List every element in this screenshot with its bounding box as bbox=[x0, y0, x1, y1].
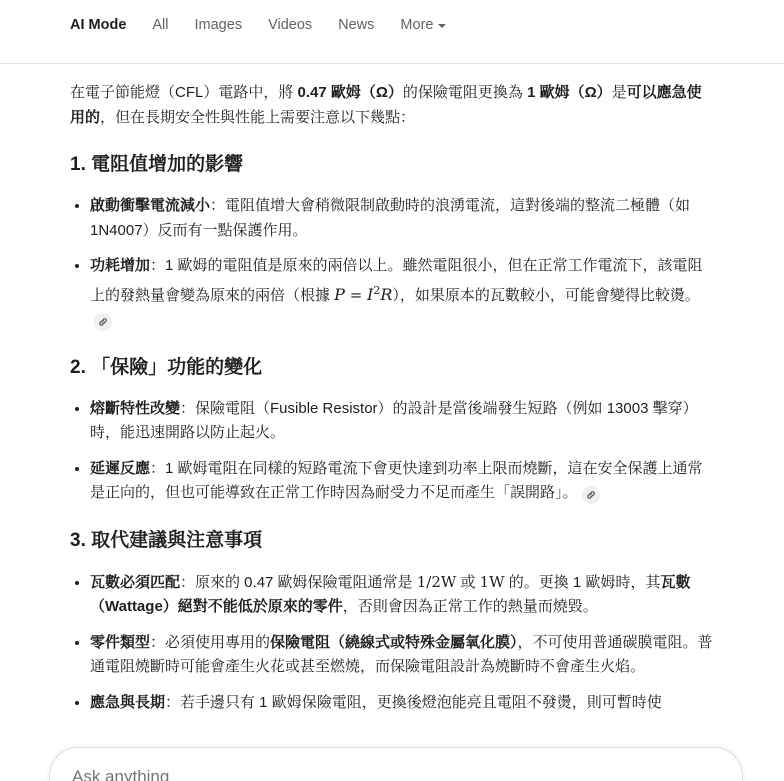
top-nav bbox=[0, 0, 784, 64]
formula-exp: 2 bbox=[373, 283, 381, 297]
bullet-list bbox=[70, 194, 715, 333]
list-item bbox=[90, 631, 715, 680]
list-item bbox=[90, 397, 715, 446]
item-text: ：原來的 0.47 歐姆保險電阻通常是 bbox=[180, 573, 417, 591]
item-text: ：必須使用專用的 bbox=[150, 633, 271, 651]
ask-input[interactable] bbox=[70, 766, 674, 781]
link-icon[interactable] bbox=[94, 313, 112, 331]
item-title: 瓦數必須匹配 bbox=[90, 573, 181, 591]
item-text: ：1 歐姆電阻在同樣的短路電流下會更快達到功率上限而燒斷，這在安全保護上通常是正向的，但也可能導致在正常工作時因為耐受力不足而產生「誤開路」。 bbox=[90, 459, 703, 501]
tab-images[interactable]: Images bbox=[194, 17, 243, 33]
bullet-list bbox=[70, 570, 715, 716]
item-text: ），如果原本的瓦數較小，可能會變得比較燙。 bbox=[392, 286, 700, 304]
list-item bbox=[90, 570, 715, 620]
intro-bold: 可以應急使用的 bbox=[70, 84, 702, 126]
section-heading: 1. 電阻值增加的影響 bbox=[70, 154, 244, 175]
bullet-list bbox=[70, 397, 715, 506]
intro-text: ，但在長期安全性與性能上需要注意以下幾點： bbox=[100, 109, 416, 126]
intro-text: 在電子節能燈（CFL）電路中，將 bbox=[70, 84, 298, 101]
link-icon[interactable] bbox=[582, 486, 600, 504]
ask-bar bbox=[50, 748, 742, 781]
item-text: ：1 歐姆的電阻值是原來的兩倍以上。雖然電阻很小，但在正常工作電流下，該電阻上的發熱量會變為原來的兩倍（根據 bbox=[90, 257, 703, 304]
item-text: ：保險電阻（Fusible Resistor）的設計是當後端發生短路（例如 13003 擊穿）時，能迅速開路以防止起火。 bbox=[90, 399, 698, 441]
item-title: 延遲反應 bbox=[90, 459, 151, 477]
tab-all[interactable]: All bbox=[152, 17, 169, 33]
more-label: More bbox=[400, 17, 434, 33]
more-menu-button[interactable] bbox=[400, 17, 446, 33]
wattage-value: 1W bbox=[479, 572, 505, 591]
item-text: ：若手邊只有 1 歐姆保險電阻，更換後燈泡能亮且電阻不發燙，則可暫時使 bbox=[165, 693, 662, 711]
wattage-value: 1/2W bbox=[416, 572, 457, 591]
item-title: 功耗增加 bbox=[90, 257, 151, 274]
formula bbox=[334, 283, 393, 304]
section-heading: 3. 取代建議與注意事項 bbox=[70, 529, 263, 551]
intro-bold: 0.47 歐姆（Ω） bbox=[297, 84, 403, 101]
formula-var: I bbox=[367, 284, 374, 304]
item-text: ：電阻值增大會稍微限制啟動時的浪湧電流，這對後端的整流二極體（如 1N4007）反而有一點保護作用。 bbox=[90, 197, 691, 239]
tab-videos[interactable]: Videos bbox=[268, 17, 313, 33]
formula-var: R bbox=[380, 284, 393, 304]
section-heading: 2. 「保險」功能的變化 bbox=[70, 356, 263, 378]
intro-text: 是 bbox=[611, 84, 627, 101]
list-item bbox=[90, 457, 715, 506]
formula-var: P bbox=[334, 284, 345, 304]
ai-answer bbox=[70, 80, 715, 726]
formula-eq: = bbox=[344, 285, 368, 304]
search-mode-tabs bbox=[70, 17, 446, 33]
list-item bbox=[90, 194, 715, 243]
item-text: 或 bbox=[456, 573, 480, 591]
chevron-down-icon bbox=[438, 24, 446, 28]
item-title: 應急與長期 bbox=[90, 693, 166, 711]
tab-ai-mode[interactable]: AI Mode bbox=[70, 17, 127, 33]
item-text: ，不可使用普通碳膜電阻。普通電阻燒斷時可能會產生火花或甚至燃燒，而保險電阻設計為燒斷時不會產生火焰。 bbox=[90, 633, 713, 675]
item-text: 的。更換 1 歐姆時，其 bbox=[504, 573, 661, 591]
list-item bbox=[90, 254, 715, 333]
item-title: 啟動衝擊電流減小 bbox=[90, 197, 211, 214]
intro-text: 的保險電阻更換為 bbox=[402, 84, 528, 101]
item-text: ，否則會因為正常工作的熱量而燒毀。 bbox=[342, 598, 598, 615]
intro-bold: 1 歐姆（Ω） bbox=[527, 84, 612, 101]
item-title: 熔斷特性改變 bbox=[90, 399, 181, 417]
tab-news[interactable]: News bbox=[338, 17, 375, 33]
item-title: 零件類型 bbox=[90, 633, 151, 651]
item-emphasis: 保險電阻（繞線式或特殊金屬氧化膜） bbox=[270, 633, 518, 651]
item-emphasis: 瓦數（Wattage）絕對不能低於原來的零件 bbox=[90, 573, 691, 615]
intro-paragraph bbox=[70, 80, 715, 130]
list-item bbox=[90, 691, 715, 716]
